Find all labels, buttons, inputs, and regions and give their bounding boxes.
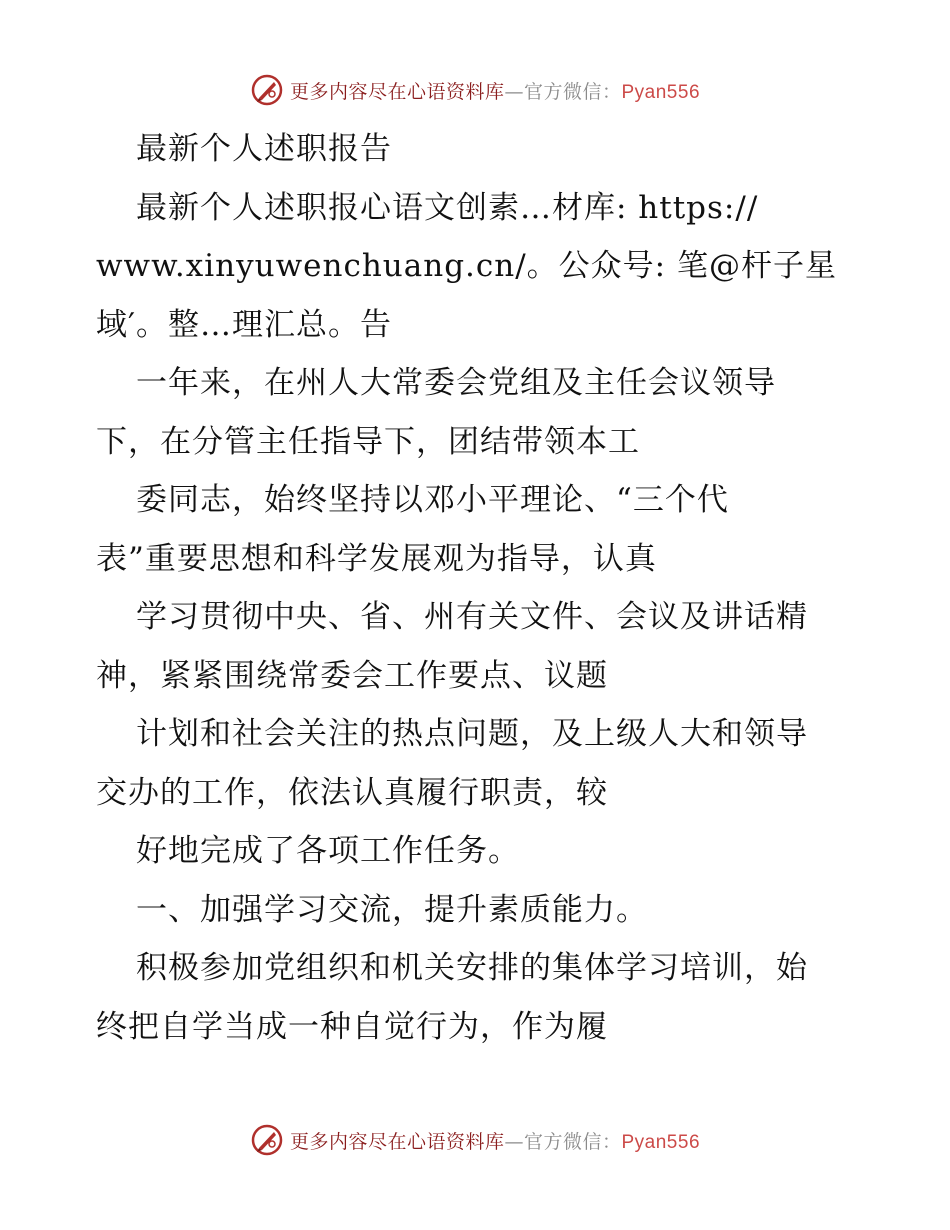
text-line: 域′。整…理汇总。告 (96, 306, 393, 343)
text-line: 交办的工作，依法认真履行职责，较 (96, 774, 608, 811)
text-line: 计划和社会关注的热点问题，及上级人大和领导 (136, 716, 808, 752)
quill-logo-icon (250, 1123, 284, 1157)
text-line: 一年来，在州人大常委会党组及主任会议领导 (136, 365, 776, 401)
banner-code: Pyan556 (621, 81, 701, 103)
banner-separator: — (504, 1130, 524, 1153)
banner-code: Pyan556 (621, 1131, 701, 1153)
text-line: 学习贯彻中央、省、州有关文件、会议及讲话精 (136, 599, 808, 635)
text-line: 表”重要思想和科学发展观为指导，认真 (96, 540, 657, 577)
section-heading: 一、加强学习交流，提升素质能力。 (136, 891, 648, 928)
text-line: 终把自学当成一种自觉行为，作为履 (96, 1008, 608, 1045)
text-line: 好地完成了各项工作任务。 (136, 833, 520, 869)
banner-label: 官方微信： (523, 80, 622, 103)
document-body (96, 120, 866, 1056)
text-line: 委同志，始终坚持以邓小平理论、“三个代 (136, 482, 729, 518)
document-title: 最新个人述职报告 (136, 131, 392, 167)
footer-banner (0, 1120, 950, 1160)
banner-text (290, 77, 700, 104)
banner-label: 官方微信： (523, 1130, 622, 1153)
banner-separator: — (504, 80, 524, 103)
text-line: 神，紧紧围绕常委会工作要点、议题 (96, 657, 608, 694)
header-banner (0, 70, 950, 110)
banner-text (290, 1127, 700, 1154)
text-line: www.xinyuwenchuang.cn/。公众号: 笔@杆子星 (96, 248, 837, 284)
text-line: 下，在分管主任指导下，团结带领本工 (96, 423, 640, 460)
banner-brand: 更多内容尽在心语资料库 (289, 1130, 505, 1153)
text-line: 最新个人述职报心语文创素…材库: https:// (136, 189, 759, 226)
text-line: 积极参加党组织和机关安排的集体学习培训，始 (136, 950, 808, 986)
banner-brand: 更多内容尽在心语资料库 (289, 80, 505, 103)
quill-logo-icon (250, 73, 284, 107)
